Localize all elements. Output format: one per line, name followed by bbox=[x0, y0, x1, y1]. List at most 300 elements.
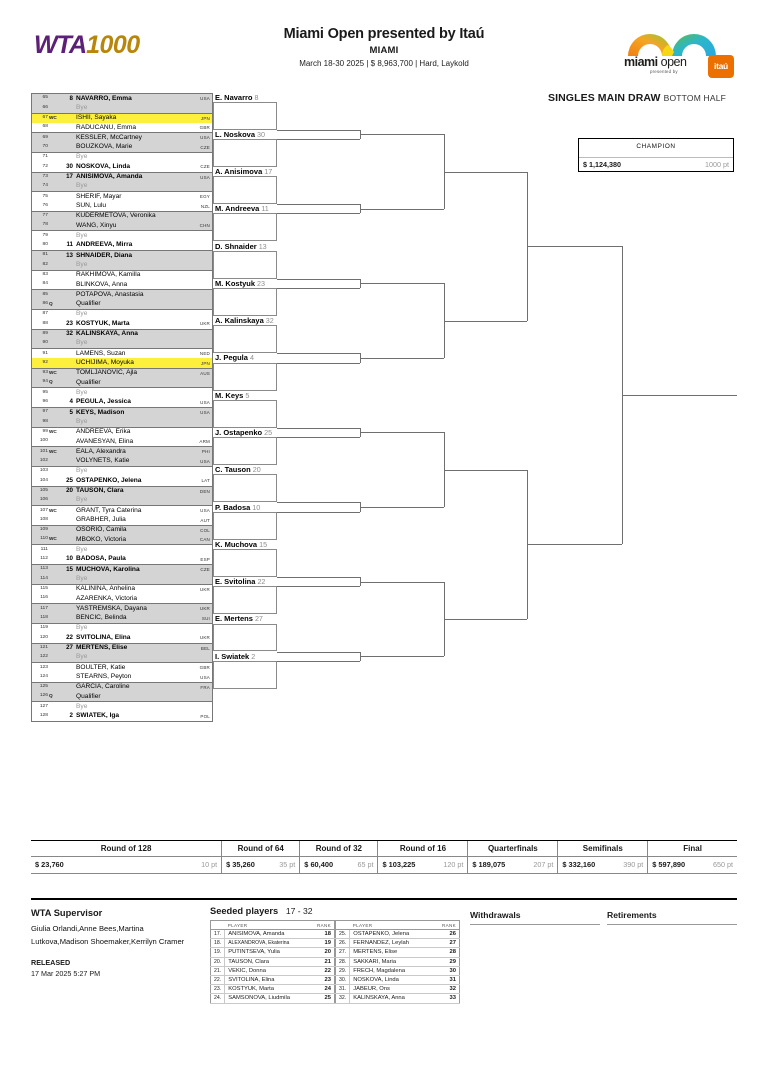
entrant-row[interactable] bbox=[32, 339, 212, 348]
entrant-row[interactable] bbox=[32, 457, 212, 466]
entrant-name: KALINSKAYA, Anna bbox=[76, 330, 138, 338]
seed-player-name: KALINSKAYA, Anna bbox=[350, 994, 439, 1003]
prize-money-table bbox=[31, 840, 737, 874]
r64-match-box[interactable] bbox=[213, 474, 277, 502]
seeded-player-row[interactable] bbox=[211, 966, 335, 975]
entrant-name: MERTENS, Elise bbox=[76, 644, 128, 652]
entrant-position: 113 bbox=[40, 566, 48, 572]
entrant-name: Bye bbox=[76, 182, 88, 190]
entrant-name: Bye bbox=[76, 545, 88, 553]
entrant-seed: 22 bbox=[66, 633, 73, 641]
r64-match-box[interactable] bbox=[213, 512, 277, 540]
entrant-pair bbox=[32, 663, 212, 683]
entrant-row[interactable] bbox=[32, 369, 212, 378]
r64-winner-seed: 32 bbox=[265, 316, 274, 326]
entrant-name: MUCHOVA, Karolina bbox=[76, 565, 140, 573]
entrant-pair bbox=[32, 310, 212, 330]
r64-winner-seed: 2 bbox=[251, 651, 256, 661]
entrant-row[interactable] bbox=[32, 535, 212, 544]
bracket-connector-line bbox=[277, 363, 360, 364]
entrant-position: 102 bbox=[39, 457, 48, 463]
entrant-row[interactable] bbox=[32, 319, 212, 328]
entrant-row[interactable] bbox=[32, 173, 212, 182]
seed-player-name: SVITOLINA, Elina bbox=[225, 975, 314, 984]
footer-divider bbox=[31, 898, 737, 900]
itau-sponsor-logo bbox=[708, 55, 734, 78]
bracket-connector-line bbox=[360, 507, 444, 508]
entrant-pair bbox=[32, 487, 212, 507]
entrant-row[interactable] bbox=[32, 221, 212, 230]
entrant-name: ISHII, Sayaka bbox=[76, 114, 117, 122]
r64-match-box[interactable] bbox=[213, 176, 277, 204]
entrant-row[interactable] bbox=[32, 378, 212, 387]
r64-winner-name: J. Ostapenko bbox=[215, 428, 263, 438]
entrant-name: Bye bbox=[76, 496, 88, 504]
entrant-row[interactable] bbox=[32, 260, 212, 269]
prize-table-header-row bbox=[31, 841, 737, 857]
seed-player-rank: 20 bbox=[314, 948, 334, 957]
page-title: Miami Open presented by Itaú bbox=[283, 26, 485, 42]
entrant-country: USA bbox=[200, 458, 210, 464]
seed-number: 30. bbox=[336, 975, 350, 984]
entrant-status: WC bbox=[49, 536, 57, 542]
entrant-row[interactable] bbox=[32, 594, 212, 603]
entrant-pair bbox=[32, 447, 212, 467]
entrant-country: AUS bbox=[200, 370, 210, 376]
entrant-row[interactable] bbox=[32, 565, 212, 574]
entrant-row[interactable] bbox=[32, 398, 212, 407]
r64-match-box[interactable] bbox=[213, 400, 277, 428]
entrant-country: BEL bbox=[200, 645, 210, 651]
entrant-row[interactable] bbox=[32, 672, 212, 681]
entrant-position: 67 bbox=[42, 115, 48, 121]
seed-player-rank: 30 bbox=[439, 966, 459, 975]
entrant-row[interactable] bbox=[32, 349, 212, 358]
entrant-row[interactable] bbox=[32, 545, 212, 554]
seed-player-rank: 24 bbox=[314, 985, 334, 994]
champion-prize-row bbox=[579, 157, 733, 171]
seeded-players-block bbox=[210, 906, 460, 1004]
r64-winner-seed: 4 bbox=[249, 353, 254, 363]
entrant-pair bbox=[32, 683, 212, 703]
seed-player-name: FRECH, Magdalena bbox=[350, 966, 439, 975]
withdrawals-block bbox=[470, 910, 600, 925]
prize-amount: $ 189,075 bbox=[472, 860, 506, 869]
bracket-connector-line bbox=[277, 130, 360, 131]
entrant-row[interactable] bbox=[32, 476, 212, 485]
supervisor-heading: WTA Supervisor bbox=[31, 908, 103, 918]
entrant-country: POL bbox=[200, 713, 210, 719]
entrant-name: AZARENKA, Victoria bbox=[76, 594, 138, 602]
prize-round-header: Quarterfinals bbox=[468, 841, 558, 857]
seeded-player-row[interactable] bbox=[336, 994, 460, 1003]
seed-player-rank: 28 bbox=[439, 948, 459, 957]
entrant-row[interactable] bbox=[32, 310, 212, 319]
seed-player-rank: 29 bbox=[439, 957, 459, 966]
entrant-pair bbox=[32, 271, 212, 291]
seeded-player-row[interactable] bbox=[336, 939, 460, 948]
entrant-name: BLINKOVA, Anna bbox=[76, 280, 128, 288]
entrant-country: LAT bbox=[201, 478, 210, 484]
entrant-name: Bye bbox=[76, 624, 88, 632]
entrant-country: COL bbox=[200, 527, 210, 533]
entrant-position: 93 bbox=[42, 370, 48, 376]
r64-winner-name: E. Navarro bbox=[215, 92, 253, 102]
prize-table-value-row bbox=[31, 857, 737, 874]
r64-match-box[interactable] bbox=[213, 549, 277, 577]
entrant-row[interactable] bbox=[32, 231, 212, 240]
entrant-pair bbox=[32, 428, 212, 448]
entrant-row[interactable] bbox=[32, 212, 212, 221]
entrant-row[interactable] bbox=[32, 712, 212, 721]
entrant-name: SUN, Lulu bbox=[76, 202, 107, 210]
entrant-position: 111 bbox=[40, 546, 48, 552]
entrant-row[interactable] bbox=[32, 358, 212, 367]
entrant-row[interactable] bbox=[32, 192, 212, 201]
entrant-name: GRANT, Tyra Caterina bbox=[76, 506, 142, 514]
entrant-row[interactable] bbox=[32, 437, 212, 446]
entrant-name: Bye bbox=[76, 574, 88, 582]
seed-player-name: KOSTYUK, Marta bbox=[225, 985, 314, 994]
r64-match-box[interactable] bbox=[213, 363, 277, 391]
entrant-position: 72 bbox=[42, 163, 48, 169]
bracket-connector-line bbox=[277, 512, 360, 513]
entrant-row[interactable] bbox=[32, 663, 212, 672]
entrant-pair bbox=[32, 506, 212, 526]
entrant-row[interactable] bbox=[32, 644, 212, 653]
r64-winner-label bbox=[215, 652, 255, 661]
entrant-pair bbox=[32, 231, 212, 251]
r64-match-box[interactable] bbox=[213, 139, 277, 167]
seeded-player-row[interactable] bbox=[211, 975, 335, 984]
tournament-city: MIAMI bbox=[369, 45, 399, 56]
entrant-name: YASTREMSKA, Dayana bbox=[76, 604, 147, 612]
entrant-name: Bye bbox=[76, 702, 88, 710]
seeded-player-row[interactable] bbox=[211, 939, 335, 948]
entrant-country: USA bbox=[200, 174, 210, 180]
entrant-row[interactable] bbox=[32, 447, 212, 456]
entrant-position: 68 bbox=[42, 124, 48, 130]
entrant-row[interactable] bbox=[32, 467, 212, 476]
entrant-position: 79 bbox=[42, 232, 48, 238]
entrant-name: KUDERMETOVA, Veronika bbox=[76, 212, 156, 220]
r64-winner-seed: 25 bbox=[264, 428, 273, 438]
entrant-name: NOSKOVA, Linda bbox=[76, 162, 131, 170]
entrant-row[interactable] bbox=[32, 515, 212, 524]
entrant-position: 88 bbox=[42, 320, 48, 326]
entrant-country: GBR bbox=[199, 665, 210, 671]
entrant-seed: 23 bbox=[66, 319, 73, 327]
entrant-row[interactable] bbox=[32, 133, 212, 142]
entrant-country: GBR bbox=[199, 125, 210, 131]
entrant-name: EALA, Alexandra bbox=[76, 447, 126, 455]
entrant-name: SHNAIDER, Diana bbox=[76, 251, 133, 259]
entrant-position: 83 bbox=[42, 272, 48, 278]
entrant-country: USA bbox=[200, 96, 210, 102]
entrant-row[interactable] bbox=[32, 417, 212, 426]
r64-match-box[interactable] bbox=[213, 586, 277, 614]
r64-winner-label bbox=[215, 316, 274, 325]
bracket-connector-line bbox=[277, 288, 360, 289]
prize-points: 10 pt bbox=[201, 860, 218, 869]
r64-match-box[interactable] bbox=[213, 213, 277, 241]
entrant-row[interactable] bbox=[32, 241, 212, 250]
entrant-name: MBOKO, Victoria bbox=[76, 535, 127, 543]
entrant-row[interactable] bbox=[32, 162, 212, 171]
r64-match-box[interactable] bbox=[213, 661, 277, 689]
entrant-pair bbox=[32, 212, 212, 232]
entrant-name: BADOSA, Paula bbox=[76, 555, 126, 563]
entrant-row[interactable] bbox=[32, 408, 212, 417]
r64-match-box[interactable] bbox=[213, 437, 277, 465]
entrant-name: Bye bbox=[76, 653, 88, 661]
entrant-name: BOUZKOVA, Marie bbox=[76, 143, 133, 151]
entrant-name: Bye bbox=[76, 417, 88, 425]
seed-number: 23. bbox=[211, 985, 225, 994]
entrant-pair bbox=[32, 173, 212, 193]
entrant-country: UKR bbox=[199, 606, 210, 612]
entrant-position: 122 bbox=[39, 654, 48, 660]
seed-number: 28. bbox=[336, 957, 350, 966]
seeded-player-row[interactable] bbox=[211, 985, 335, 994]
seed-player-name: SAKKARI, Maria bbox=[350, 957, 439, 966]
r64-winner-label bbox=[215, 465, 261, 474]
r64-winner-name: L. Noskova bbox=[215, 129, 256, 139]
entrant-row[interactable] bbox=[32, 506, 212, 515]
entrant-position: 106 bbox=[39, 497, 48, 503]
seeded-player-row[interactable] bbox=[336, 930, 460, 939]
entrant-seed: 15 bbox=[66, 565, 73, 573]
bracket-connector-line bbox=[277, 213, 360, 214]
entrant-seed: 5 bbox=[69, 408, 73, 416]
seeded-range-text: 17 - 32 bbox=[285, 906, 313, 916]
entrant-name: ANISIMOVA, Amanda bbox=[76, 173, 143, 181]
r64-winner-name: E. Svitolina bbox=[215, 577, 256, 587]
entrant-row[interactable] bbox=[32, 114, 212, 123]
entrant-row[interactable] bbox=[32, 496, 212, 505]
seeded-players-heading bbox=[210, 906, 460, 916]
seed-number: 24. bbox=[211, 994, 225, 1003]
entrant-row[interactable] bbox=[32, 290, 212, 299]
entrant-name: AVANESYAN, Elina bbox=[76, 437, 134, 445]
entrant-seed: 8 bbox=[69, 94, 73, 102]
entrant-row[interactable] bbox=[32, 614, 212, 623]
entrant-position: 70 bbox=[42, 143, 48, 149]
entrant-country: CZE bbox=[200, 164, 210, 170]
seed-player-name: PUTINTSEVA, Yulia bbox=[225, 948, 314, 957]
r64-match-box[interactable] bbox=[213, 624, 277, 652]
entrant-row[interactable] bbox=[32, 143, 212, 152]
r64-match-box[interactable] bbox=[213, 251, 277, 279]
entrant-country: USA bbox=[200, 674, 210, 680]
seeded-players-tables bbox=[210, 920, 460, 1004]
entrant-country: UKR bbox=[199, 586, 210, 592]
wta-1000-logo bbox=[34, 33, 140, 58]
retirements-heading: Retirements bbox=[607, 910, 737, 925]
bracket-connector-line bbox=[360, 283, 444, 284]
entrant-row[interactable] bbox=[32, 692, 212, 701]
entrant-pair bbox=[32, 133, 212, 153]
r64-winner-seed: 8 bbox=[254, 92, 259, 102]
r64-winner-label bbox=[215, 577, 265, 586]
seed-col-index bbox=[211, 921, 225, 930]
champion-box bbox=[578, 138, 734, 172]
entrant-seed: 27 bbox=[66, 644, 73, 652]
entrant-name: Bye bbox=[76, 231, 88, 239]
entrant-position: 86 bbox=[42, 300, 48, 306]
seed-number: 31. bbox=[336, 985, 350, 994]
entrant-country: NZL bbox=[200, 203, 210, 209]
r64-match-box[interactable] bbox=[213, 325, 277, 353]
entrant-country: JPN bbox=[200, 115, 210, 121]
entrant-name: PEGULA, Jessica bbox=[76, 398, 131, 406]
released-timestamp: 17 Mar 2025 5:27 PM bbox=[31, 969, 101, 978]
entrant-row[interactable] bbox=[32, 653, 212, 662]
entrant-name: ANDREEVA, Mirra bbox=[76, 241, 133, 249]
retirements-block bbox=[607, 910, 737, 925]
entrant-row[interactable] bbox=[32, 702, 212, 711]
logo-presented-by: presented by bbox=[650, 69, 678, 74]
seed-number: 19. bbox=[211, 948, 225, 957]
tournament-title-block bbox=[214, 26, 554, 68]
entrant-name: Qualifier bbox=[76, 692, 101, 700]
seeded-player-row[interactable] bbox=[336, 957, 460, 966]
entrant-row[interactable] bbox=[32, 153, 212, 162]
r64-winner-seed: 15 bbox=[259, 539, 268, 549]
entrant-position: 81 bbox=[42, 252, 48, 258]
entrant-row[interactable] bbox=[32, 633, 212, 642]
wta-logo-text: WTA bbox=[34, 31, 87, 59]
seed-player-name: ANISIMOVA, Amanda bbox=[225, 930, 314, 939]
entrant-row[interactable] bbox=[32, 683, 212, 692]
seeded-player-row[interactable] bbox=[211, 930, 335, 939]
seed-player-name: ALEXANDROVA, Ekaterina bbox=[225, 939, 314, 948]
entrant-position: 119 bbox=[40, 625, 48, 631]
entrant-pair bbox=[32, 94, 212, 114]
bracket-connector-line bbox=[527, 544, 622, 545]
prize-round-cell bbox=[648, 857, 737, 874]
entrant-row[interactable] bbox=[32, 574, 212, 583]
entrant-position: 118 bbox=[40, 614, 48, 620]
entrant-position: 75 bbox=[42, 193, 48, 199]
entrant-position: 69 bbox=[42, 134, 48, 140]
entrant-name: TOMLJANOVIC, Ajla bbox=[76, 369, 138, 377]
entrant-row[interactable] bbox=[32, 103, 212, 112]
entrant-row[interactable] bbox=[32, 487, 212, 496]
r64-winner-label bbox=[215, 130, 265, 139]
seed-player-name: NOSKOVA, Linda bbox=[350, 975, 439, 984]
entrant-name: SWIATEK, Iga bbox=[76, 712, 120, 720]
bracket-connector-line bbox=[360, 582, 444, 583]
prize-round-header: Round of 128 bbox=[31, 841, 222, 857]
entrant-country: CZE bbox=[200, 567, 210, 573]
prize-round-header: Round of 16 bbox=[378, 841, 468, 857]
entrant-country: JPN bbox=[200, 360, 210, 366]
entrant-name: Qualifier bbox=[76, 300, 101, 308]
seeded-player-row[interactable] bbox=[336, 985, 460, 994]
entrant-seed: 11 bbox=[66, 241, 73, 249]
seeded-player-row[interactable] bbox=[211, 957, 335, 966]
entrant-row[interactable] bbox=[32, 585, 212, 594]
entrant-position: 91 bbox=[42, 350, 48, 356]
entrant-row[interactable] bbox=[32, 201, 212, 210]
entrant-row[interactable] bbox=[32, 94, 212, 103]
entrant-position: 73 bbox=[42, 173, 48, 179]
seed-player-name: VEKIC, Donna bbox=[225, 966, 314, 975]
seeded-player-row[interactable] bbox=[211, 948, 335, 957]
seed-player-rank: 21 bbox=[314, 957, 334, 966]
entrant-position: 125 bbox=[39, 684, 48, 690]
entrant-row[interactable] bbox=[32, 428, 212, 437]
bracket-connector-line bbox=[277, 279, 360, 280]
draw-type-label bbox=[548, 92, 726, 104]
entrant-position: 71 bbox=[42, 154, 48, 160]
entrant-row[interactable] bbox=[32, 182, 212, 191]
entrant-seed: 2 bbox=[69, 712, 73, 720]
r64-winner-label bbox=[215, 614, 263, 623]
entrant-row[interactable] bbox=[32, 330, 212, 339]
entrant-row[interactable] bbox=[32, 280, 212, 289]
seeded-player-row[interactable] bbox=[336, 975, 460, 984]
prize-round-header: Semifinals bbox=[558, 841, 648, 857]
r64-match-box[interactable] bbox=[213, 102, 277, 130]
prize-amount: $ 35,260 bbox=[226, 860, 255, 869]
entrant-position: 85 bbox=[42, 291, 48, 297]
seed-player-rank: 23 bbox=[314, 975, 334, 984]
entrant-pair bbox=[32, 153, 212, 173]
seeded-player-row[interactable] bbox=[211, 994, 335, 1003]
seed-number: 21. bbox=[211, 966, 225, 975]
entrant-country: DEN bbox=[199, 488, 210, 494]
entrant-row[interactable] bbox=[32, 251, 212, 260]
seeded-left-rows bbox=[211, 930, 335, 1004]
entrant-row[interactable] bbox=[32, 604, 212, 613]
r64-winner-label bbox=[215, 428, 272, 437]
entrant-name: Bye bbox=[76, 103, 88, 111]
seed-player-rank: 27 bbox=[439, 939, 459, 948]
r64-match-box[interactable] bbox=[213, 288, 277, 316]
entrant-name: STEARNS, Peyton bbox=[76, 673, 132, 681]
bracket-connector-line bbox=[360, 358, 444, 359]
entrant-name: WANG, Xinyu bbox=[76, 221, 117, 229]
entrant-position: 127 bbox=[39, 703, 48, 709]
entrant-name: GRABHER, Julia bbox=[76, 516, 126, 524]
entrant-position: 66 bbox=[42, 104, 48, 110]
r64-winner-name: M. Andreeva bbox=[215, 204, 260, 214]
entrant-row[interactable] bbox=[32, 300, 212, 309]
entrant-name: ANDREEVA, Erika bbox=[76, 428, 131, 436]
entrant-name: SHERIF, Mayar bbox=[76, 192, 122, 200]
seeded-player-row[interactable] bbox=[336, 948, 460, 957]
entrant-row[interactable] bbox=[32, 123, 212, 132]
seed-player-rank: 33 bbox=[439, 994, 459, 1003]
entrant-pair bbox=[32, 526, 212, 546]
entrant-row[interactable] bbox=[32, 526, 212, 535]
entrant-row[interactable] bbox=[32, 388, 212, 397]
bracket-connector-line bbox=[277, 437, 360, 438]
entrant-country: AUT bbox=[200, 517, 210, 523]
entrant-row[interactable] bbox=[32, 271, 212, 280]
seeded-player-row[interactable] bbox=[336, 966, 460, 975]
entrant-pair bbox=[32, 702, 212, 722]
prize-points: 390 pt bbox=[623, 860, 644, 869]
entrant-row[interactable] bbox=[32, 624, 212, 633]
seed-col-player-left: PLAYER bbox=[225, 921, 314, 930]
seeded-heading-text: Seeded players bbox=[210, 906, 279, 916]
entrant-position: 123 bbox=[39, 664, 48, 670]
seed-player-rank: 32 bbox=[439, 985, 459, 994]
entrant-row[interactable] bbox=[32, 555, 212, 564]
